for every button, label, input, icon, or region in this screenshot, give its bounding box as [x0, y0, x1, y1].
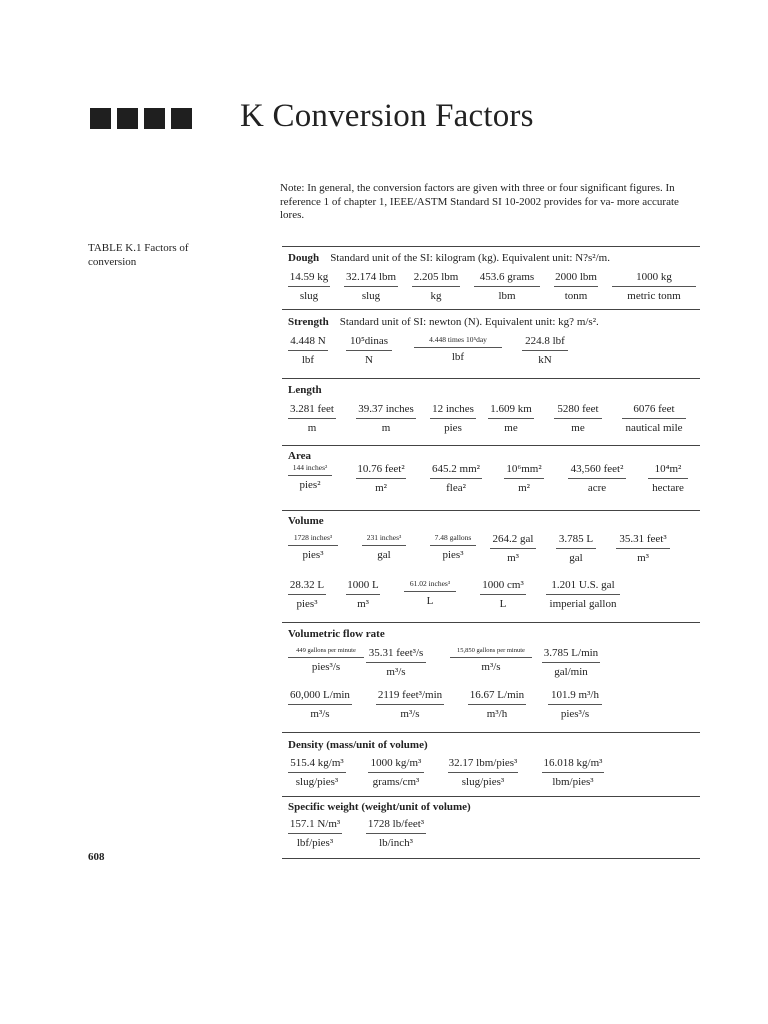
- section-strength: [282, 309, 700, 378]
- factor: 224.8 lbf kN: [522, 335, 568, 366]
- factor: 10⁴m² hectare: [648, 463, 688, 494]
- intro-note: Note: In general, the conversion factors are given with three or four significant figures. In reference 1 of chapter 1, IEEE/ASTM Standard SI 10-2002 provides for va- more accurate lores.: [280, 182, 679, 221]
- factor: 101.9 m³/h pies³/s: [548, 689, 602, 720]
- factor: 157.1 N/m³ lbf/pies³: [289, 818, 341, 849]
- factor: 61.02 inches³ L: [404, 579, 456, 607]
- factor: 3.785 L gal: [556, 533, 596, 564]
- factor: 10.76 feet² m²: [357, 463, 405, 494]
- factor: 60,000 L/min m³/s: [288, 689, 352, 720]
- table-caption: TABLE K.1 Factors of conversion: [88, 242, 189, 268]
- section-label: Area: [288, 450, 312, 462]
- factor: $\frac{1000 L}{\text{m³}}$: [347, 579, 379, 610]
- factor: 1.201 U.S. gal imperial gallon: [546, 579, 620, 610]
- factor: 3.281 feet m: [288, 403, 336, 434]
- factor: 4.448 N lbf: [288, 335, 328, 366]
- section-description: Standard unit of the SI: kilogram (kg). Equivalent unit: N?s²/m.: [330, 252, 610, 264]
- title-squares-icon: [90, 108, 192, 129]
- section-label: Volumetric flow rate: [288, 628, 385, 640]
- factor: 35.31 feet³/s m³/s: [366, 647, 426, 678]
- factor: 43,560 feet² acre: [568, 463, 626, 494]
- factor: 1000 kg/m³ grams/cm³: [368, 757, 424, 788]
- factor: 144 inches² pies²: [288, 463, 332, 491]
- page-title: K Conversion Factors: [240, 98, 534, 134]
- section-label: Specific weight (weight/unit of volume): [288, 801, 471, 813]
- section-volume: [282, 510, 700, 622]
- section-label: Length: [288, 384, 322, 396]
- section-description: Standard unit of SI: newton (N). Equivalent unit: kg? m/s².: [339, 316, 599, 328]
- section-specific-weight: [282, 796, 700, 859]
- factor: 10⁵dinas N: [346, 335, 392, 366]
- factor: 4.448 times 10⁵day lbf: [414, 335, 502, 363]
- factor: 2.205 lbm kg: [413, 271, 459, 302]
- conversion-table: [282, 246, 700, 859]
- factor: 16.018 kg/m³ lbm/pies³: [543, 757, 603, 788]
- section-label: Dough: [288, 252, 320, 264]
- factor: 35.31 feet³ m³: [616, 533, 670, 564]
- factor: 16.67 L/min m³/h: [469, 689, 525, 720]
- factor: 2000 lbm tonm: [555, 271, 597, 302]
- section-area: [282, 445, 700, 510]
- factor: 1728 inches³ pies³: [288, 533, 338, 561]
- section-density: [282, 732, 700, 796]
- section-dough: [282, 246, 700, 309]
- factor: 5280 feet me: [554, 403, 602, 434]
- factor: 1000 kg metric tonm: [612, 271, 696, 302]
- page-number: 608: [88, 851, 105, 863]
- factor: 231 inches³ gal: [362, 533, 406, 561]
- factor: 6076 feet nautical mile: [622, 403, 686, 434]
- section-label: Volume: [288, 515, 324, 527]
- section-label: Strength: [288, 316, 329, 328]
- section-label: Density (mass/unit of volume): [288, 739, 428, 751]
- factor: 14.59 kg slug: [289, 271, 329, 302]
- factor: 515.4 kg/m³ slug/pies³: [288, 757, 346, 788]
- factor: 453.6 grams lbm: [474, 271, 540, 302]
- factor: 15,850 gallons per minute m³/s: [450, 647, 532, 673]
- section-flow-rate: [282, 622, 700, 732]
- factor: 39.37 inches m: [356, 403, 416, 434]
- factor: 264.2 gal m³: [490, 533, 536, 564]
- factor: 12 inches pies: [430, 403, 476, 434]
- factor: 2119 feet³/min m³/s: [377, 689, 443, 720]
- factor: 3.785 L/min gal/min: [543, 647, 599, 678]
- factor: 645.2 mm² flea²: [430, 463, 482, 494]
- factor: 449 gallons per minute pies³/s: [288, 647, 364, 673]
- section-length: [282, 378, 700, 445]
- factor: 32.174 lbm slug: [345, 271, 397, 302]
- factor: 28.32 L pies³: [289, 579, 325, 610]
- factor: $\frac{\text{10⁶mm²}}{\text{m²}}$: [504, 463, 544, 494]
- factor: 7.48 gallons pies³: [430, 533, 476, 561]
- factor: 1728 lb/feet³ lb/inch³: [367, 818, 425, 849]
- factor: 32.17 lbm/pies³ slug/pies³: [448, 757, 518, 788]
- factor: $\frac{\text{1000 cm³}}{L}$: [480, 579, 526, 610]
- factor: $\frac{1.609 km}{me}$: [488, 403, 534, 434]
